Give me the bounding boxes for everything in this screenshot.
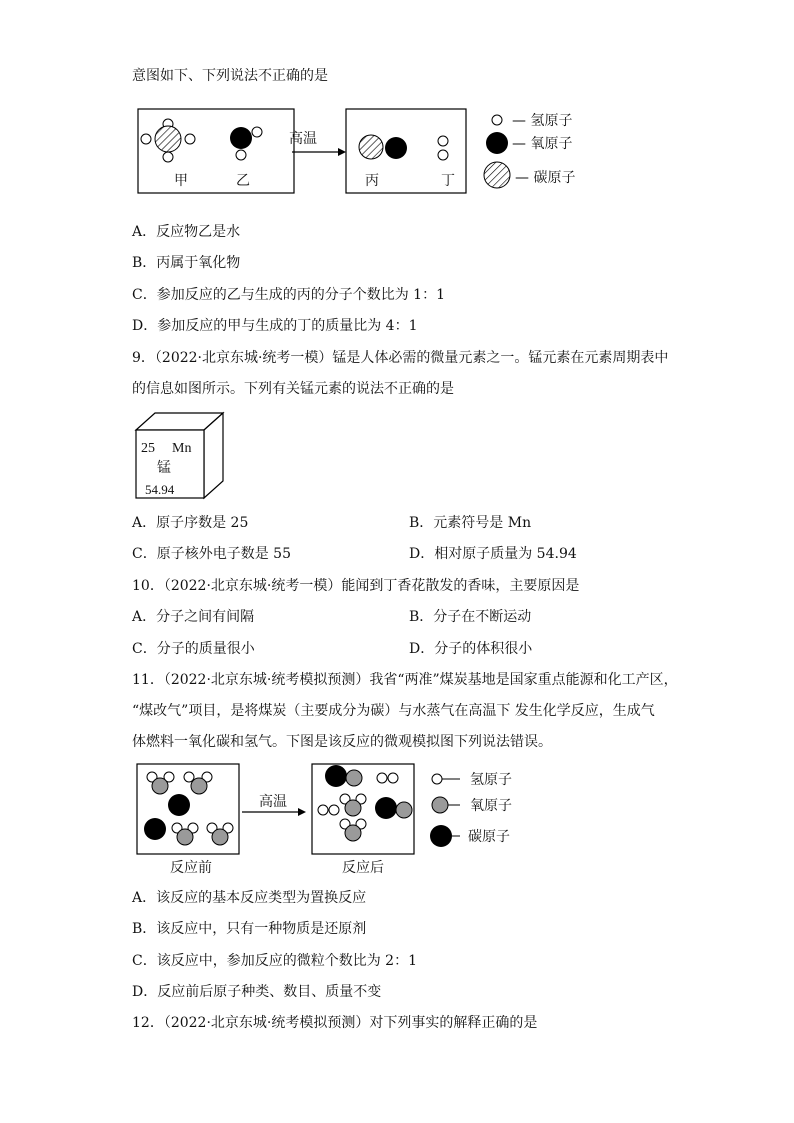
q10-option-a: A．分子之间有间隔 (132, 609, 255, 625)
q11-before-particles (144, 772, 233, 845)
q9-element-symbol: Mn (172, 441, 192, 456)
q8-option-c: C．参加反应的乙与生成的丙的分子个数比为 1：1 (132, 287, 445, 303)
q11-legend-oxygen-icon (432, 797, 448, 813)
q9-line1: 9．（2022·北京东城·统考一模）锰是人体必需的微量元素之一。锰元素在元素周期表中 (132, 350, 669, 366)
q9-line2: 的信息如图所示。下列有关锰元素的说法不正确的是 (132, 381, 454, 397)
q8-option-b: B．丙属于氧化物 (132, 255, 241, 271)
q11-line3: 体燃料一氧化碳和氢气。下图是该反应的微观模拟图下列说法错误。 (132, 734, 552, 750)
q11-legend-oxygen: 氧原子 (470, 798, 512, 814)
q10-line1: 10．（2022·北京东城·统考一模）能闻到丁香花散发的香味，主要原因是 (132, 578, 580, 594)
q11-legend-hydrogen-icon (432, 774, 442, 784)
q11-after-label: 反应后 (342, 860, 384, 876)
q10-option-c: C．分子的质量很小 (132, 641, 255, 657)
q11-legend-hydrogen: 氢原子 (470, 772, 512, 788)
q8-condition: 高温 (289, 131, 317, 147)
q8-legend-hydrogen: — 氢原子 (512, 113, 573, 129)
q12-line1: 12．（2022·北京东城·统考模拟预测）对下列事实的解释正确的是 (132, 1015, 538, 1031)
q11-line1: 11．（2022·北京东城·统考模拟预测）我省“两准”煤炭基地是国家重点能源和化工产区， (132, 672, 678, 688)
q11-option-d: D．反应前后原子种类、数目、质量不变 (132, 984, 382, 1000)
q8-option-d: D．参加反应的甲与生成的丁的质量比为 4：1 (132, 318, 418, 334)
q11-condition: 高温 (259, 794, 287, 810)
q9-atomic-mass: 54.94 (145, 482, 175, 497)
q9-element-name: 锰 (157, 460, 171, 476)
q11-option-a: A．该反应的基本反应类型为置换反应 (132, 890, 367, 906)
q11-legend-carbon-icon (430, 825, 452, 847)
q11-option-b: B．该反应中，只有一种物质是还原剂 (132, 921, 367, 937)
q10-option-d: D．分子的体积很小 (409, 641, 533, 657)
q8-legend-carbon: — 碳原子 (515, 170, 576, 186)
q8-stem-tail: 意图如下、下列说法不正确的是 (132, 68, 328, 84)
q8-label-ding: 丁 (441, 173, 455, 189)
q9-atomic-number: 25 (141, 441, 155, 456)
q8-option-a: A．反应物乙是水 (132, 224, 241, 240)
q8-label-jia: 甲 (174, 173, 188, 189)
q9-option-c: C．原子核外电子数是 55 (132, 546, 291, 562)
q8-legend-oxygen: — 氧原子 (512, 136, 573, 152)
q11-line2: “煤改气”项目，是将煤炭（主要成分为碳）与水蒸气在高温下 发生化学反应，生成气 (132, 703, 655, 719)
q9-option-d: D．相对原子质量为 54.94 (409, 546, 577, 562)
q8-label-yi: 乙 (236, 173, 250, 189)
q9-option-b: B．元素符号是 Mn (409, 515, 532, 531)
q10-option-b: B．分子在不断运动 (409, 609, 532, 625)
q11-before-label: 反应前 (170, 860, 212, 876)
q11-after-particles (318, 765, 412, 841)
q11-option-c: C．该反应中，参加反应的微粒个数比为 2：1 (132, 953, 417, 969)
q11-legend-carbon: 碳原子 (468, 829, 510, 845)
q9-option-a: A．原子序数是 25 (132, 515, 249, 531)
q8-label-bing: 丙 (365, 173, 379, 189)
